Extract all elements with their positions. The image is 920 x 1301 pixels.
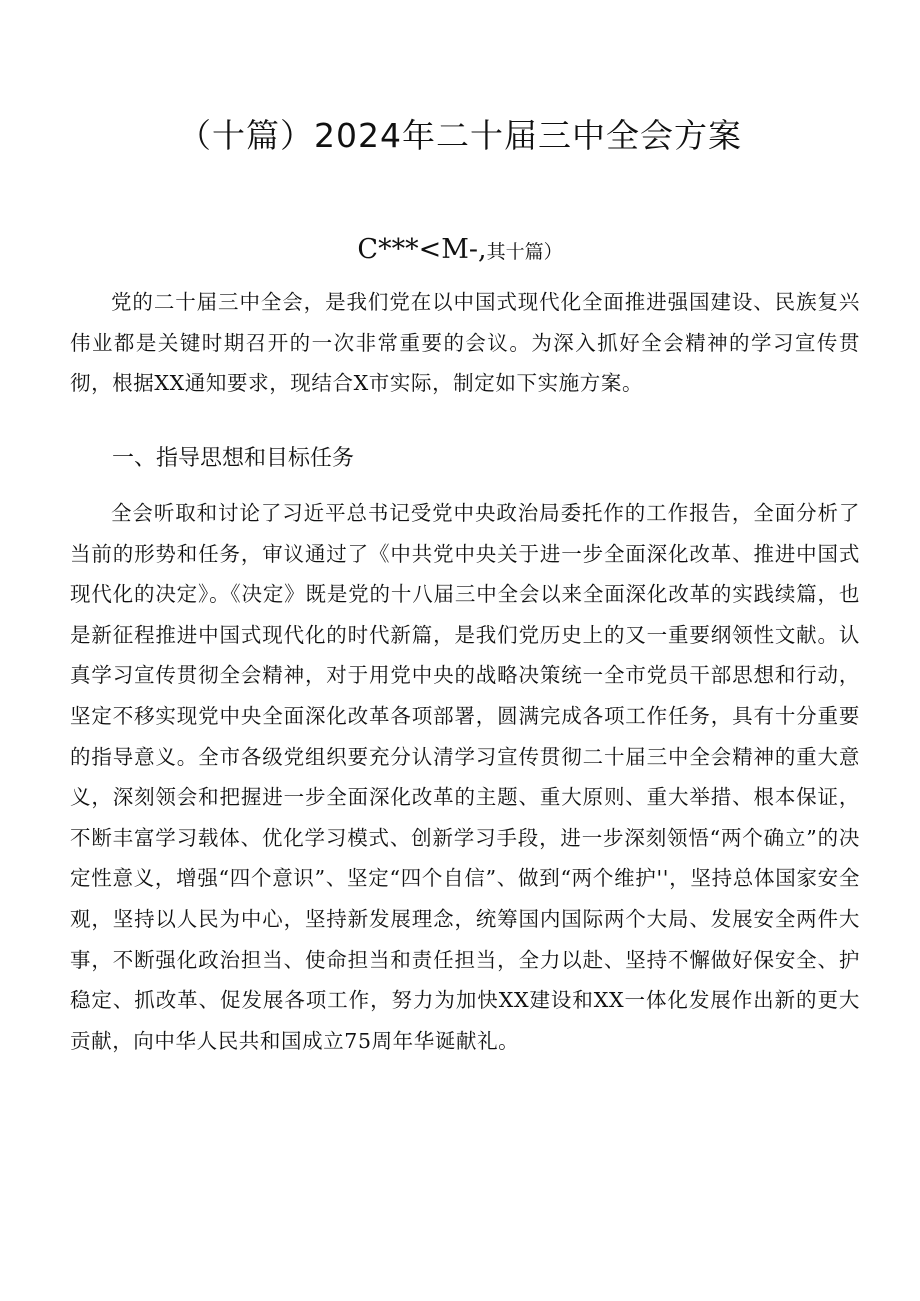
document-subtitle [0,230,920,272]
document-title: （十篇）2024年二十届三中全会方案 [178,116,742,155]
intro-paragraph: 党的二十届三中全会，是我们党在以中国式现代化全面推进强国建设、民族复兴伟业都是关键时期召开的一次非常重要的会议。为深入抓好全会精神的学习宣传贯彻，根据XX通知要求，现结合X市实际，制定如下实施方案。 [70,290,860,396]
subtitle-main: C***<M-, [357,234,487,265]
section-paragraph: 全会听取和讨论了习近平总书记受党中央政治局委托作的工作报告，全面分析了当前的形势和任务，审议通过了《中共党中央关于进一步全面深化改革、推进中国式现代化的决定》。《决定》既是党的十八届三中全会以来全面深化改革的实践续篇，也是新征程推进中国式现代化的时代新篇，是我们党历史上的又一重要纲领性文献。认真学习宣传贯彻全会精神，对于用党中央的战略决策统一全市党员干部思想和行动，坚定不移实现党中央全面深化改革各项部署，圆满完成各项工作任务，具有十分重要的指导意义。全市各级党组织要充分认清学习宣传贯彻二十届三中全会精神的重大意义，深刻领会和把握进一步全面深化改革的主题、重大原则、重大举措、根本保证，不断丰富学习载体、优化学习模式、创新学习手段，进一步深刻领悟“两个确立”的决定性意义，增强“四个意识”、坚定“四个自信”、做到“两个维护''，坚持总体国家安全观，坚持以人民为中心，坚持新发展理念，统筹国内国际两个大局、发展安全两件大事，不断强化政治担当、使命担当和责任担当，全力以赴、坚持不懈做好保安全、护稳定、抓改革、促发展各项工作，努力为加快XX建设和XX一体化发展作出新的更大贡献，向中华人民共和国成立75周年华诞献礼。 [70,501,860,1053]
subtitle-tail: 其十篇） [486,241,563,263]
section-heading: 一、指导思想和目标任务 [112,446,355,471]
